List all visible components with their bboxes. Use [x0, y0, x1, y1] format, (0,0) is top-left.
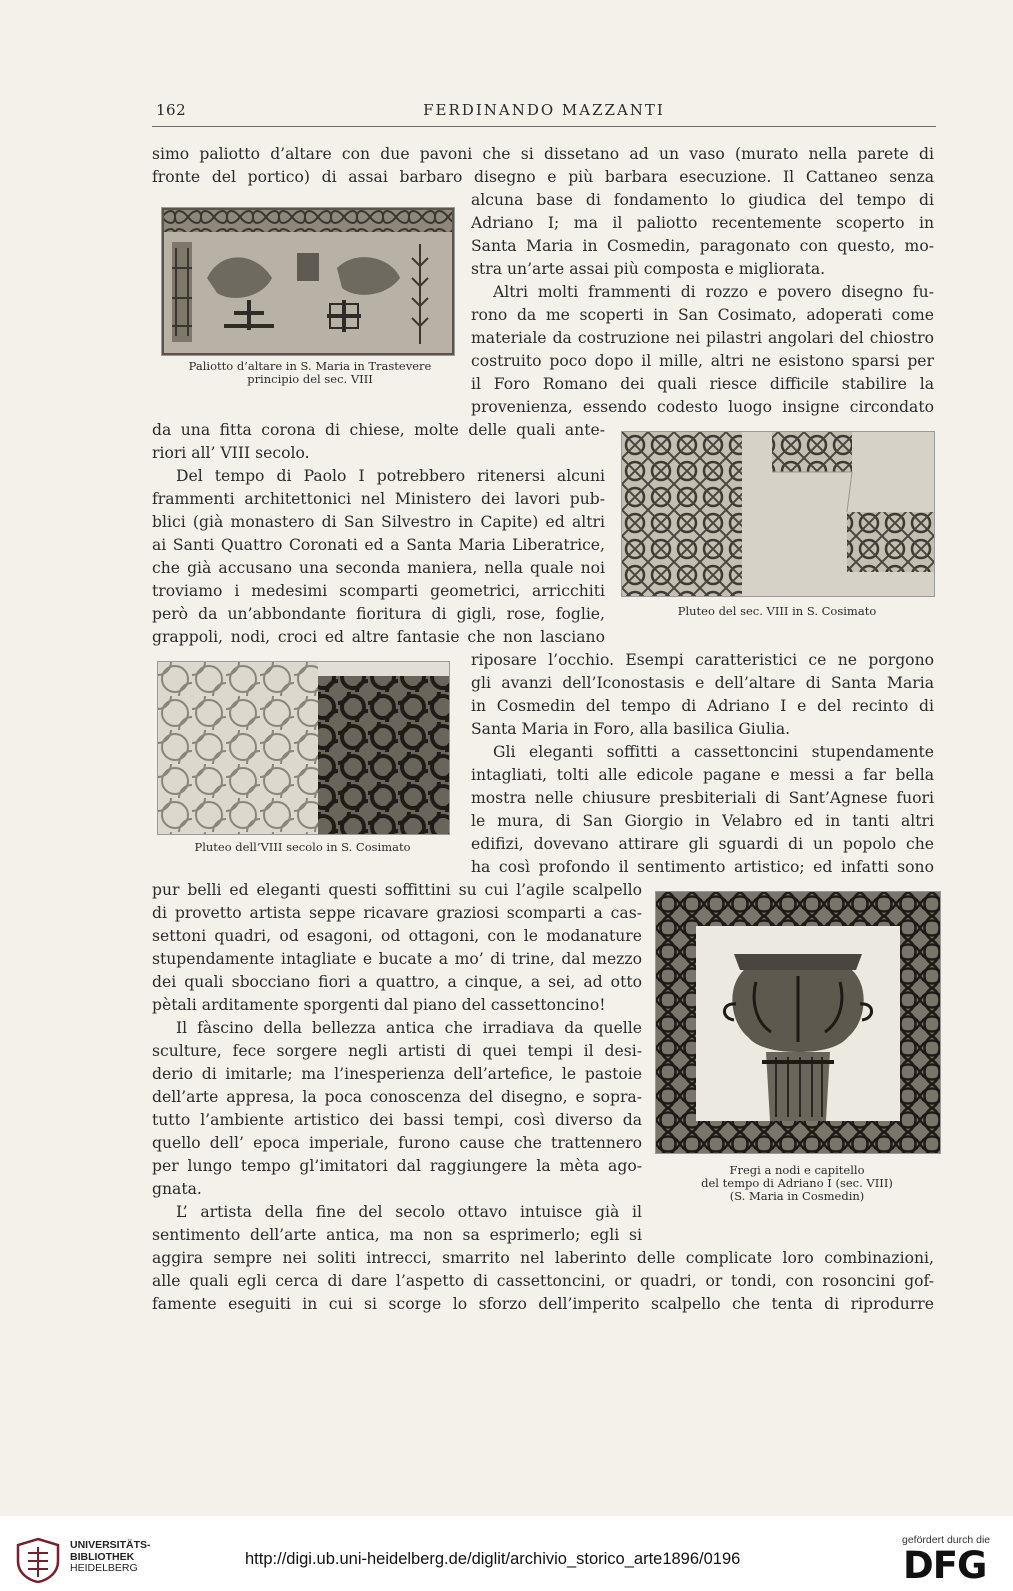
fregi-caption-2: del tempo di Adriano I (sec. VIII) — [701, 1176, 893, 1190]
text-line: settoni quadri, od esagoni, od ottagoni, con le modanature — [152, 927, 642, 945]
text-line: riposare l’occhio. Esempi caratteristici ce ne porgono — [471, 651, 934, 669]
paliotto-caption-1: Paliotto d’altare in S. Maria in Trastevere — [188, 359, 432, 373]
text-line: però da un’abbondante fioritura di gigli, rose, foglie, — [152, 605, 605, 623]
text-line: pur belli ed eleganti questi soffittini su cui l’agile scalpello — [152, 881, 642, 899]
text-line: frammenti architettonici nel Ministero dei lavori pub- — [152, 490, 605, 508]
text-line: gli avanzi dell’Iconostasis e dell’altare di Santa Maria — [471, 674, 934, 692]
text-line: provenienza, essendo codesto luogo insigne circondato — [471, 398, 934, 416]
fregi-capitello-image — [655, 891, 941, 1154]
fregi-caption-3: (S. Maria in Cosmedin) — [729, 1189, 865, 1203]
pluteo-cosimato-caption: Pluteo del sec. VIII in S. Cosimato — [677, 604, 877, 618]
pluteo-viii-caption: Pluteo dell’VIII secolo in S. Cosimato — [194, 840, 411, 854]
text-line: tutto l’ambiente artistico dei bassi tempi, così diverso da — [152, 1111, 642, 1129]
paliotto-caption-2: principio del sec. VIII — [247, 372, 373, 386]
text-line: riori all’ VIII secolo. — [152, 444, 310, 462]
running-header — [152, 98, 936, 127]
fregi-caption-1: Fregi a nodi e capitello — [729, 1163, 865, 1177]
text-line: simo paliotto d’altare con due pavoni che si dissetano ad un vaso (murato nella parete di — [152, 145, 934, 163]
text-line: da una fitta corona di chiese, molte delle quali ante- — [152, 421, 605, 439]
text-line: edifizi, dovevano attirare gli sguardi di un popolo che — [471, 835, 934, 853]
pluteo-viii-image — [157, 661, 450, 835]
text-line: dell’arte appresa, la poca conoscenza del disegno, e sopra- — [152, 1088, 642, 1106]
dfg-logo: DFG — [903, 1544, 987, 1587]
text-line: famente eseguiti in cui si scorge lo sforzo dell’imperito scalpello che tenta di riprodurre — [152, 1295, 934, 1313]
text-line: alcuna base di fondamento lo giudica del tempo di — [471, 191, 934, 209]
funded-by-label: gefördert durch die — [902, 1534, 991, 1546]
text-line: fronte del portico) di assai barbaro disegno e più barbara esecuzione. Il Cattaneo senza — [152, 168, 934, 186]
text-line: le mura, di San Giorgio in Velabro ed in tanti altri — [471, 812, 934, 830]
text-line: mostra nelle chiusure presbiteriali di Sant’Agnese fuori — [471, 789, 934, 807]
text-line: Il fàscino della bellezza antica che irradiava da quelle — [176, 1019, 642, 1037]
text-line: derio di imitarle; ma l’inesperienza dell’artefice, le pastoie — [152, 1065, 642, 1083]
text-line: alle quali egli cerca di dare l’aspetto di cassettoncini, or quadri, or tondi, con rosoncini gof- — [152, 1272, 934, 1290]
text-line: grappoli, nodi, croci ed altre fantasie che non lasciano — [152, 628, 605, 646]
text-line: intagliati, tolti alle edicole pagane e messi a far bella — [471, 766, 934, 784]
text-line: quello dell’ epoca imperiale, furono cause che trattennero — [152, 1134, 642, 1152]
text-line: troviamo i medesimi scomparti geometrici, arricchiti — [152, 582, 605, 600]
text-line: materiale da costruzione nei pilastri angolari del chiostro — [471, 329, 934, 347]
text-line: che già accusano una seconda maniera, nella quale noi — [152, 559, 605, 577]
text-line: dei quali sbocciano fiori a quattro, a cinque, a sei, ad otto — [152, 973, 642, 991]
pluteo-cosimato-image — [621, 431, 935, 597]
text-line: Altri molti frammenti di rozzo e povero disegno fu- — [493, 283, 934, 301]
text-line: rono da me scoperti in San Cosimato, adoperati come — [471, 306, 934, 324]
paliotto-image — [161, 207, 455, 356]
source-url-link[interactable]: http://digi.ub.uni-heidelberg.de/diglit/archivio_storico_arte1896/0196 — [245, 1550, 741, 1568]
text-line: Adriano I; ma il paliotto recentemente scoperto in — [471, 214, 934, 232]
text-line: Gli eleganti soffitti a cassettoncini stupendamente — [493, 743, 934, 761]
text-line: sculture, fece sorgere negli artisti di quei tempi il desi- — [152, 1042, 642, 1060]
text-line: blici (già monastero di San Silvestro in Capite) ed altri — [152, 513, 605, 531]
running-title: FERDINANDO MAZZANTI — [423, 101, 665, 119]
text-line: di provetto artista seppe ricavare graziosi scomparti a cas- — [152, 904, 642, 922]
text-line: per lungo tempo gl’imitatori dal raggiungere la mèta ago- — [152, 1157, 642, 1175]
text-line: Santa Maria in Cosmedin, paragonato con questo, mo- — [471, 237, 934, 255]
text-line: ai Santi Quattro Coronati ed a Santa Maria Liberatrice, — [152, 536, 605, 554]
text-line: stra un’arte assai più composta e migliorata. — [471, 260, 826, 278]
text-line: aggira sempre nei soliti intrecci, smarrito nel laberinto delle complicate loro combinazioni, — [152, 1249, 934, 1267]
text-line: Del tempo di Paolo I potrebbero ritenersi alcuni — [176, 467, 605, 485]
text-line: stupendamente intagliate e bucate a mo’ di trine, dal mezzo — [152, 950, 642, 968]
text-line: costruito poco dopo il mille, altri ne esistono sparsi per — [471, 352, 934, 370]
library-name: UNIVERSITÄTS- BIBLIOTHEK HEIDELBERG — [70, 1539, 151, 1574]
page-number: 162 — [156, 101, 187, 119]
text-line: il Foro Romano dei quali riesce difficile stabilire la — [471, 375, 934, 393]
university-seal-icon — [14, 1537, 62, 1583]
digitization-footer — [0, 1516, 1013, 1591]
text-line: sentimento dell’arte antica, ma non sa esprimerlo; egli si — [152, 1226, 642, 1244]
text-line: pètali arditamente sporgenti dal piano del cassettoncino! — [152, 996, 606, 1014]
text-line: in Cosmedin del tempo di Adriano I e del recinto di — [471, 697, 934, 715]
text-line: Santa Maria in Foro, alla basilica Giulia. — [471, 720, 791, 738]
text-line: gnata. — [152, 1180, 202, 1198]
text-line: ha così profondo il sentimento artistico; ed infatti sono — [471, 858, 934, 876]
text-line: L’ artista della fine del secolo ottavo intuisce già il — [176, 1203, 642, 1221]
